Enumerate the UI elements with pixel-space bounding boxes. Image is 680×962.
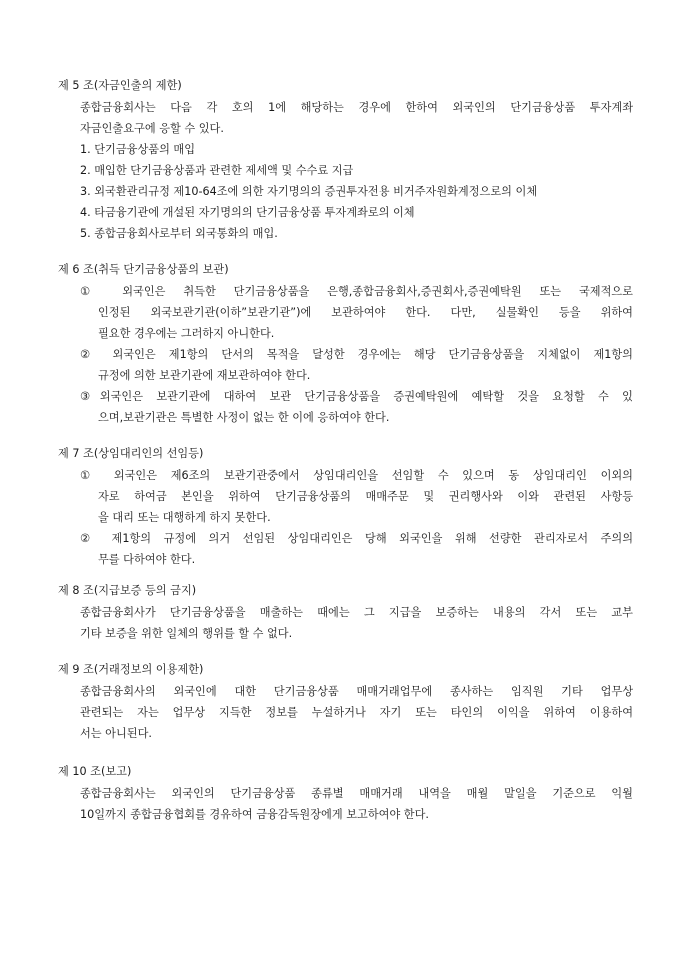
list-item: 2. 매입한 단기금융상품과 관련한 제세액 및 수수료 지급 [80,164,354,177]
clause-line: ② 제1항의 규정에 의거 선임된 상임대리인은 당해 외국인을 위해 선량한 관리자로서 주의의 [80,532,633,545]
article-paragraph-line: 종합금융회사는 다음 각 호의 1에 해당하는 경우에 한하여 외국인의 단기금융상품 투자계좌 [80,101,633,114]
list-item: 5. 종합금융회사로부터 외국통화의 매입. [80,227,278,240]
clause-line: ② 외국인은 제1항의 단서의 목적을 달성한 경우에는 해당 단기금융상품을 지체없이 제1항의 [80,348,633,361]
clause-line: ① 외국인은 취득한 단기금융상품을 은행,종합금융회사,증권회사,증권예탁원 또는 국제적으로 [80,285,633,298]
list-item: 3. 외국환관리규정 제10-64조에 의한 자기명의의 증권투자전용 비거주자원화계정으로의 이체 [80,185,538,198]
clause-line: 으며,보관기관은 특별한 사정이 없는 한 이에 응하여야 한다. [98,411,390,424]
article-paragraph-line: 종합금융회사의 외국인에 대한 단기금융상품 매매거래업무에 종사하는 임직원 기타 업무상 [80,685,633,698]
article-paragraph-line: 관련되는 자는 업무상 지득한 정보를 누설하거나 자기 또는 타인의 이익을 위하여 이용하여 [80,706,633,719]
article-heading: 제 5 조(자금인출의 제한) [58,79,182,92]
clause-line: 무를 다하여야 한다. [98,553,196,566]
clause-line: 인정된 외국보관기관(이하”보관기관”)에 보관하여야 한다. 다만, 실물확인 등을 위하여 [98,306,633,319]
clause-line: ① 외국인은 제6조의 보관기관중에서 상임대리인을 선임할 수 있으며 동 상임대리인 이외의 [80,469,633,482]
list-item: 1. 단기금융상품의 매입 [80,143,196,156]
article-heading: 제 10 조(보고) [58,765,132,778]
clause-line: 필요한 경우에는 그러하지 아니한다. [98,327,275,340]
article-paragraph-line: 서는 아니된다. [80,727,152,740]
article-heading: 제 9 조(거래정보의 이용제한) [58,663,204,676]
clause-line: 을 대리 또는 대행하게 하지 못한다. [98,511,271,524]
article-paragraph-line: 종합금융회사가 단기금융상품을 매출하는 때에는 그 지급을 보증하는 내용의 각서 또는 교부 [80,606,633,619]
article-paragraph-line: 종합금융회사는 외국인의 단기금융상품 종류별 매매거래 내역을 매월 말일을 기준으로 익월 [80,787,633,800]
article-heading: 제 7 조(상임대리인의 선임등) [58,447,204,460]
clause-line: 규정에 의한 보관기관에 재보관하여야 한다. [98,369,311,382]
list-item: 4. 타금융기관에 개설된 자기명의의 단기금융상품 투자계좌로의 이체 [80,206,415,219]
article-paragraph-line: 기타 보증을 위한 일체의 행위를 할 수 없다. [80,627,293,640]
clause-line: 자로 하여금 본인을 위하여 단기금융상품의 매매주문 및 권리행사와 이와 관련된 사항등 [98,490,633,503]
article-heading: 제 6 조(취득 단기금융상품의 보관) [58,263,229,276]
clause-line: ③외국인은 보관기관에 대하여 보관 단기금융상품을 증권예탁원에 예탁할 것을 요청할 수 있 [80,390,633,403]
article-paragraph-line: 자금인출요구에 응할 수 있다. [80,122,224,135]
article-paragraph-line: 10일까지 종합금융협회를 경유하여 금융감독원장에게 보고하여야 한다. [80,808,429,821]
article-heading: 제 8 조(지급보증 등의 금지) [58,584,197,597]
